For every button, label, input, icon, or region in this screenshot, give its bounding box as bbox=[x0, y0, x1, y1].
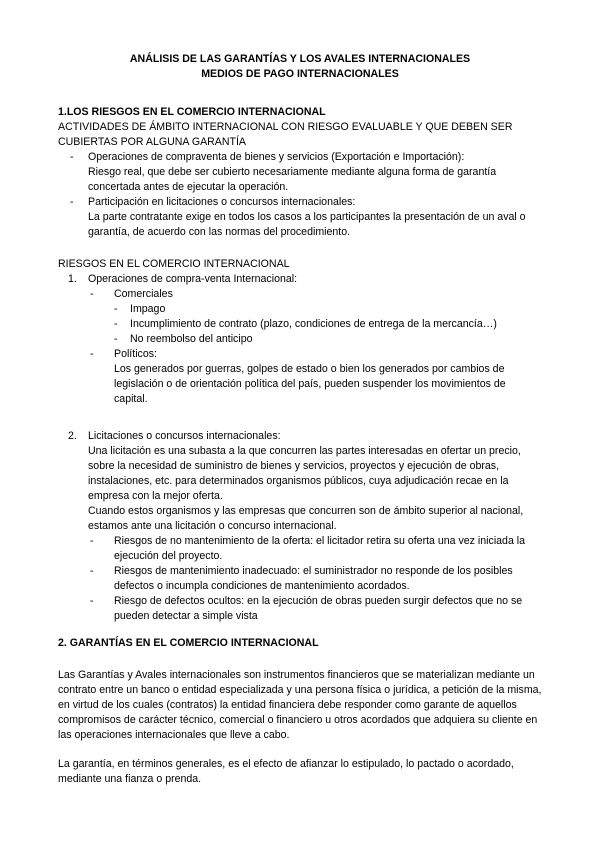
spacer bbox=[58, 743, 542, 757]
op1-label: Operaciones de compra-venta Internacional: bbox=[88, 273, 298, 285]
list-item: - Impago bbox=[114, 302, 542, 317]
op1-sublist bbox=[88, 287, 542, 407]
politicos-label: - Políticos: bbox=[114, 348, 157, 360]
spacer bbox=[58, 651, 542, 668]
activity-text: Riesgo real, que debe ser cubierto necesariamente mediante alguna forma de garantía concertada antes de ejecutar la operación. bbox=[88, 166, 497, 193]
politicos-text: Los generados por guerras, golpes de estado o bien los generados por cambios de legislación o de orientación política del país, pueden suspender los movimientos de capital. bbox=[114, 363, 506, 405]
section1-subheading: ACTIVIDADES DE ÁMBITO INTERNACIONAL CON RIESGO EVALUABLE Y QUE DEBEN SER CUBIERTAS POR ALGUNA GARANTÍA bbox=[58, 121, 513, 148]
document-title-line1: ANÁLISIS DE LAS GARANTÍAS Y LOS AVALES INTERNACIONALES bbox=[129, 53, 471, 65]
op2-paragraph-1: Una licitación es una subasta a la que concurren las partes interesadas en ofertar un precio, sobre la necesidad de suministro de bienes y servicios, proyectos y ejecución de obras, instalaciones, etc. para determinados organismos públicos, cuya adjudicación recae en la empresa con la mejor oferta. bbox=[88, 445, 521, 502]
risks-numbered-list bbox=[58, 272, 542, 624]
section-riesgos bbox=[58, 105, 542, 624]
list-item bbox=[58, 429, 542, 624]
spacer bbox=[58, 240, 542, 257]
activity-title: - Participación en licitaciones o concursos internacionales: bbox=[88, 196, 356, 208]
section2-paragraph-2: La garantía, en términos generales, es el efecto de afianzar lo estipulado, lo pactado o acordado, mediante una fianza o prenda. bbox=[58, 758, 514, 785]
section1-heading: 1.LOS RIESGOS EN EL COMERCIO INTERNACIONAL bbox=[58, 106, 326, 118]
activity-text: La parte contratante exige en todos los casos a los participantes la presentación de un aval o garantía, de acuerdo con las normas del procedimiento. bbox=[88, 211, 526, 238]
op2-risks-list bbox=[88, 534, 542, 624]
list-item bbox=[88, 287, 542, 347]
op2-paragraph-2: Cuando estos organismos y las empresas que concurren son de ámbito superior al nacional, estamos ante una licitación o concurso internacional. bbox=[88, 505, 524, 532]
list-item: - Riesgo de defectos ocultos: en la ejecución de obras pueden surgir defectos que no se pueden detectar a simple vista bbox=[88, 594, 542, 624]
section2-heading: 2. GARANTÍAS EN EL COMERCIO INTERNACIONAL bbox=[58, 637, 319, 649]
section-garantias bbox=[58, 636, 542, 787]
op2-label: Licitaciones o concursos internacionales: bbox=[88, 430, 281, 442]
list-item bbox=[58, 272, 542, 407]
list-item: - Incumplimiento de contrato (plazo, condiciones de entrega de la mercancía…) bbox=[114, 317, 542, 332]
comerciales-list bbox=[114, 302, 542, 347]
list-item: - Riesgos de no mantenimiento de la oferta: el licitador retira su oferta una vez iniciada la ejecución del proyecto. bbox=[88, 534, 542, 564]
activity-title: - Operaciones de compraventa de bienes y servicios (Exportación e Importación): bbox=[88, 151, 465, 163]
section2-paragraph-1: Las Garantías y Avales internacionales son instrumentos financieros que se materializan mediante un contrato entre un banco o entidad especializada y una persona física o jurídica, a petición de la misma, en virtud de los cuales (contratos) la entidad financiera debe responder como garante de aquellos compromisos de carácter técnico, comercial o financiero u otros acordados que adquiera su cliente en las operaciones internacionales que lleve a cabo. bbox=[58, 669, 542, 741]
comerciales-label: - Comerciales bbox=[114, 288, 173, 300]
list-item bbox=[58, 150, 542, 195]
list-item: - No reembolso del anticipo bbox=[114, 332, 542, 347]
list-item bbox=[58, 195, 542, 240]
item-number: 2. bbox=[68, 430, 77, 442]
list-item bbox=[88, 347, 542, 407]
risks-heading: RIESGOS EN EL COMERCIO INTERNACIONAL bbox=[58, 258, 290, 270]
list-item: - Riesgos de mantenimiento inadecuado: el suministrador no responde de los posibles defectos o incumpla condiciones de mantenimiento acordados. bbox=[88, 564, 542, 594]
document-title-line2: MEDIOS DE PAGO INTERNACIONALES bbox=[201, 67, 399, 80]
activities-list bbox=[58, 150, 542, 240]
item-number: 1. bbox=[68, 273, 77, 285]
